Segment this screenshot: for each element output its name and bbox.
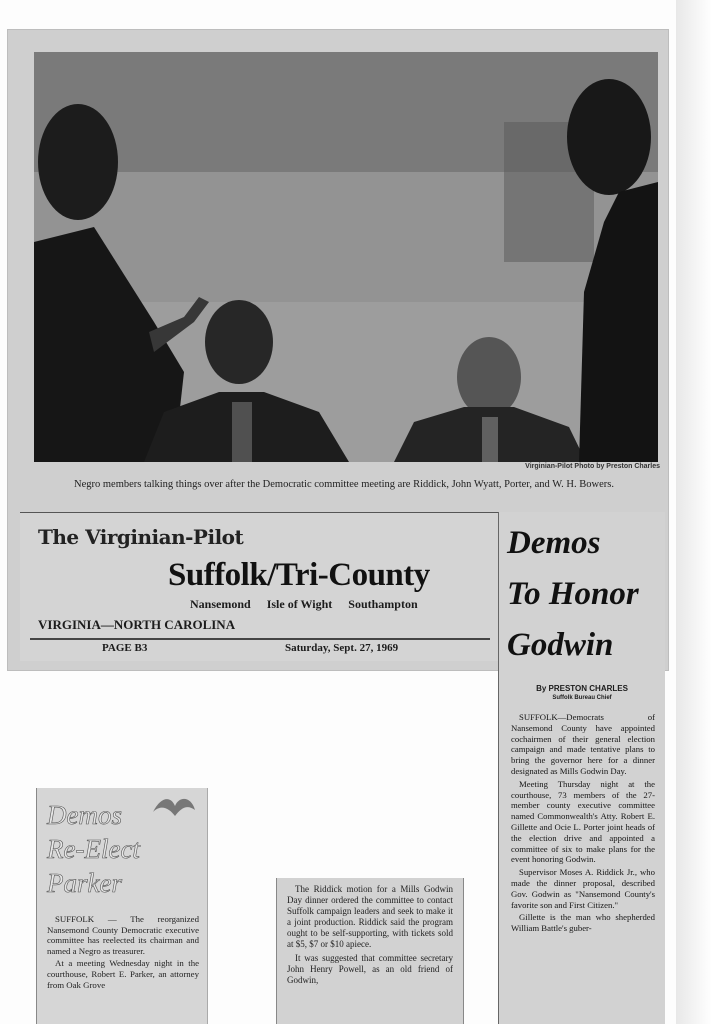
headline-line: To Honor (507, 576, 639, 612)
headline-line: Demos (507, 525, 601, 561)
ornament-icon (149, 792, 199, 824)
clipping-paragraph: At a meeting Wednesday night in the courthouse, Robert E. Parker, an attorney from Oak Grove (47, 958, 199, 990)
article-paragraph: SUFFOLK—Democrats of Nansemond County have appointed cochairmen of their general election campaign and made tentative plans to bring the governor here for a dinner designated as Mills Godwin Day. (511, 712, 655, 776)
news-photo (34, 52, 658, 462)
clipping-paragraph: It was suggested that committee secretary John Henry Powell, as an old friend of Godwin, (287, 953, 453, 985)
newspaper-name: The Virginian-Pilot (38, 525, 244, 549)
states-line: VIRGINIA—NORTH CAROLINA (38, 617, 236, 632)
article-byline: By PRESTON CHARLES (536, 684, 628, 693)
headline-line: Parker (47, 868, 122, 898)
subregion-item: Nansemond (190, 597, 251, 611)
photo-illustration (34, 52, 658, 462)
headline-line: Re-Elect (47, 834, 140, 864)
headline-line: Godwin (507, 627, 614, 663)
article-paragraph: Meeting Thursday night at the courthouse, 73 members of the 27-member county executive committee named Commonwealth's Atty. Robert E. Gillette and Ocie L. Porter joint heads of the election drive and appointed a committee of six to make plans for the event honoring Godwin. (511, 778, 655, 865)
photo-caption: Negro members talking things over after the Democratic committee meeting are Riddick, John Wyatt, Porter, and W. H. Bowers. (74, 479, 614, 490)
article-headline (507, 518, 667, 671)
clipping-body (287, 884, 453, 989)
headline-line: Demos (47, 800, 122, 830)
page-number: PAGE B3 (102, 642, 148, 654)
article-body (511, 712, 655, 936)
scan-edge (676, 0, 712, 1024)
clipping-paragraph: SUFFOLK — The reorganized Nansemond County Democratic executive committee has reelected its chairman and named a Negro as treasurer. (47, 914, 199, 956)
riddick-clipping (276, 878, 464, 1024)
subregion-list (190, 597, 490, 612)
photo-credit: Virginian-Pilot Photo by Preston Charles (525, 463, 660, 470)
clipping-body (47, 914, 199, 992)
article-paragraph: Supervisor Moses A. Riddick Jr., who made the dinner proposal, described Gov. Godwin as "Nansemond County's favorite son and First Citizen." (511, 867, 655, 910)
clipping-paragraph: The Riddick motion for a Mills Godwin Day dinner ordered the committee to contact Suffolk campaign leaders and seek to make it a joint production. Riddick said the program ought to be self-supporting, with tickets sold at $5, $7 or $10 apiece. (287, 884, 453, 949)
godwin-article (498, 512, 665, 1024)
publication-date: Saturday, Sept. 27, 1969 (285, 642, 399, 654)
subregion-item: Isle of Wight (266, 597, 333, 611)
parker-clipping (36, 788, 208, 1024)
article-paragraph: Gillette is the man who shepherded William Battle's guber- (511, 912, 655, 934)
masthead-rule (30, 638, 490, 640)
article-bureau: Suffolk Bureau Chief (552, 695, 612, 701)
section-title: Suffolk/Tri-County (168, 557, 430, 593)
masthead (20, 512, 499, 661)
subregion-item: Southampton (348, 597, 418, 611)
clipping-headline (47, 798, 140, 900)
